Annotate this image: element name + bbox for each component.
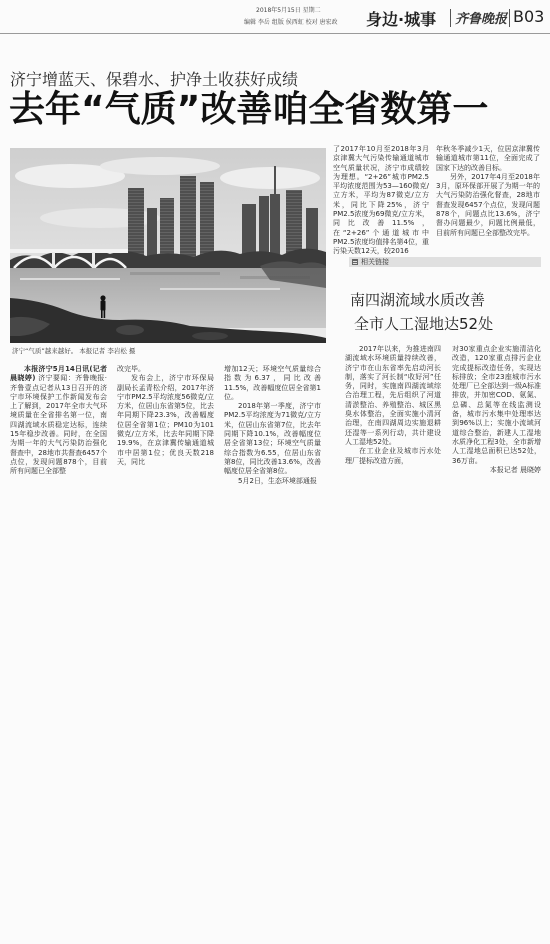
editorial-staff: 编辑 李岳 组版 侯西虹 校对 唐宏政 [244,19,338,26]
paragraph: 改完毕。 [117,365,145,373]
paragraph: 另外，2017年4月至2018年3月，原环保部开展了为期一年的大气污染防治强化督查，28地市督查发现6457个点位，发现问题878个，问题点比13.6%，济宁督办问题最少，问题比例最低，目前所有问题已全部整改完毕。 [436,172,540,237]
paragraph: 年秋冬季减少1天，位居京津冀传输通道城市第11位，全面完成了国家下达的改善目标。 [436,145,540,172]
header-divider [450,9,451,27]
list-icon [352,259,358,265]
article-lead: 本报济宁5月14日讯(记者 晨晓婷) [10,365,107,383]
headline: 去年“气质”改善咱全省数第一 [9,89,489,130]
related-article-column [452,345,541,475]
paragraph-text: 济宁要闻：齐鲁晚报·齐鲁壹点记者从13日召开的济宁市环境保护工作新闻发布会上了解到，2017年全市大气环境质量在全省排名第一位，南四湖流域水质稳定达标，连续15年稳步改善。同时，在全国为期一年的大气污染防治强化督查中，28地市共督查6457个点位，发现问题878个，目前所有问题已全部整 [10,374,107,476]
article-column [117,365,214,475]
article-column [333,145,429,256]
paragraph: 2017年以来，为推进南四湖流域水环境质量持续改善，济宁市在山东省率先启动河长制，落实了河长制“收好河”任务，同时，实施南四湖流域综合治理工程，先后组织了河道清淤整治、养殖整治、城区黑臭水体整治，全面实施小清河治理，在南四湖周边实施退耕还湿等一系列行动，共计建设人工湿地52处。 [345,345,441,446]
article-column [436,145,540,251]
related-title-line: 全市人工湿地达52处 [354,315,494,333]
paragraph: 了2017年10月至2018年3月京津冀大气污染传输通道城市空气质量状况，济宁市成绩较为理想。“2+26”城市PM2.5平均浓度范围为53—160微克/立方米，平均为87微克/立方米，同比下降25%，济宁PM2.5浓度为69微克/立方米，同比改善11.5%，在“2+26”个通道城市中PM2.5浓度均值排名第4位，重污染天数12天，较2016 [333,145,429,256]
related-article-column [345,345,441,475]
news-photo [10,148,326,343]
header-divider [509,9,510,27]
paragraph [10,365,107,477]
article-column [224,365,321,485]
city-lake-scene [10,148,326,343]
section-title: 身边·城事 [366,10,437,29]
related-title-line: 南四湖流域水质改善 [350,291,486,309]
paragraph: 5月2日，生态环境部通报 [238,476,317,485]
article-column [10,365,107,475]
newspaper-logo: 齐鲁晚报 [455,12,508,27]
paragraph: 对30家重点企业实施清洁化改造，120家重点排污企业完成提标改造任务，实现达标排放；全市23座城市污水处理厂已全部达到一级A标准排放，并加密COD、氨氮、总磷、总氮等在线监测设备，城市污水集中处理率达到96%以上；实施小流域河道综合整治，新建人工湿地水质净化工程3处，全市新增人工湿地总面积已达52处，36万亩。 [452,345,541,465]
header-rule [0,33,550,34]
paragraph: 增加12天；环境空气质量综合指数为6.37，同比改善11.5%，改善幅度位居全省第1位。 [224,365,321,401]
related-link-label: 相关链接 [361,258,389,266]
page-number: B03 [513,7,545,26]
paragraph: 发布会上，济宁市环保局副局长孟青松介绍，2017年济宁市PM2.5平均浓度56微克/立方米，位居山东省第5位，比去年同期下降23.3%，改善幅度位居全省第1位；PM10为101微克/立方米，比去年同期下降19.9%，在京津冀传输通道城市中居第1位；优良天数218天，同比 [117,374,214,466]
issue-date: 2018年5月15日 星期二 [256,7,321,14]
reporter-byline: 本报记者 晨晓婷 [489,465,541,474]
photo-caption: 济宁“气质”越来越好。 本报记者 李岩松 摄 [12,347,136,355]
paragraph: 在工业企业及城市污水处理厂提标改造方面， [345,447,441,465]
paragraph: 2018年第一季度，济宁市PM2.5平均浓度为71微克/立方米，位居山东省第7位，比去年同期下降10.1%，改善幅度位居全省第13位；环境空气质量综合指数为6.55，位居山东省第8位，同比改善13.6%，改善幅度位居全省第8位。 [224,402,321,476]
subheadline: 济宁增蓝天、保碧水、护净土收获好成绩 [10,70,299,89]
